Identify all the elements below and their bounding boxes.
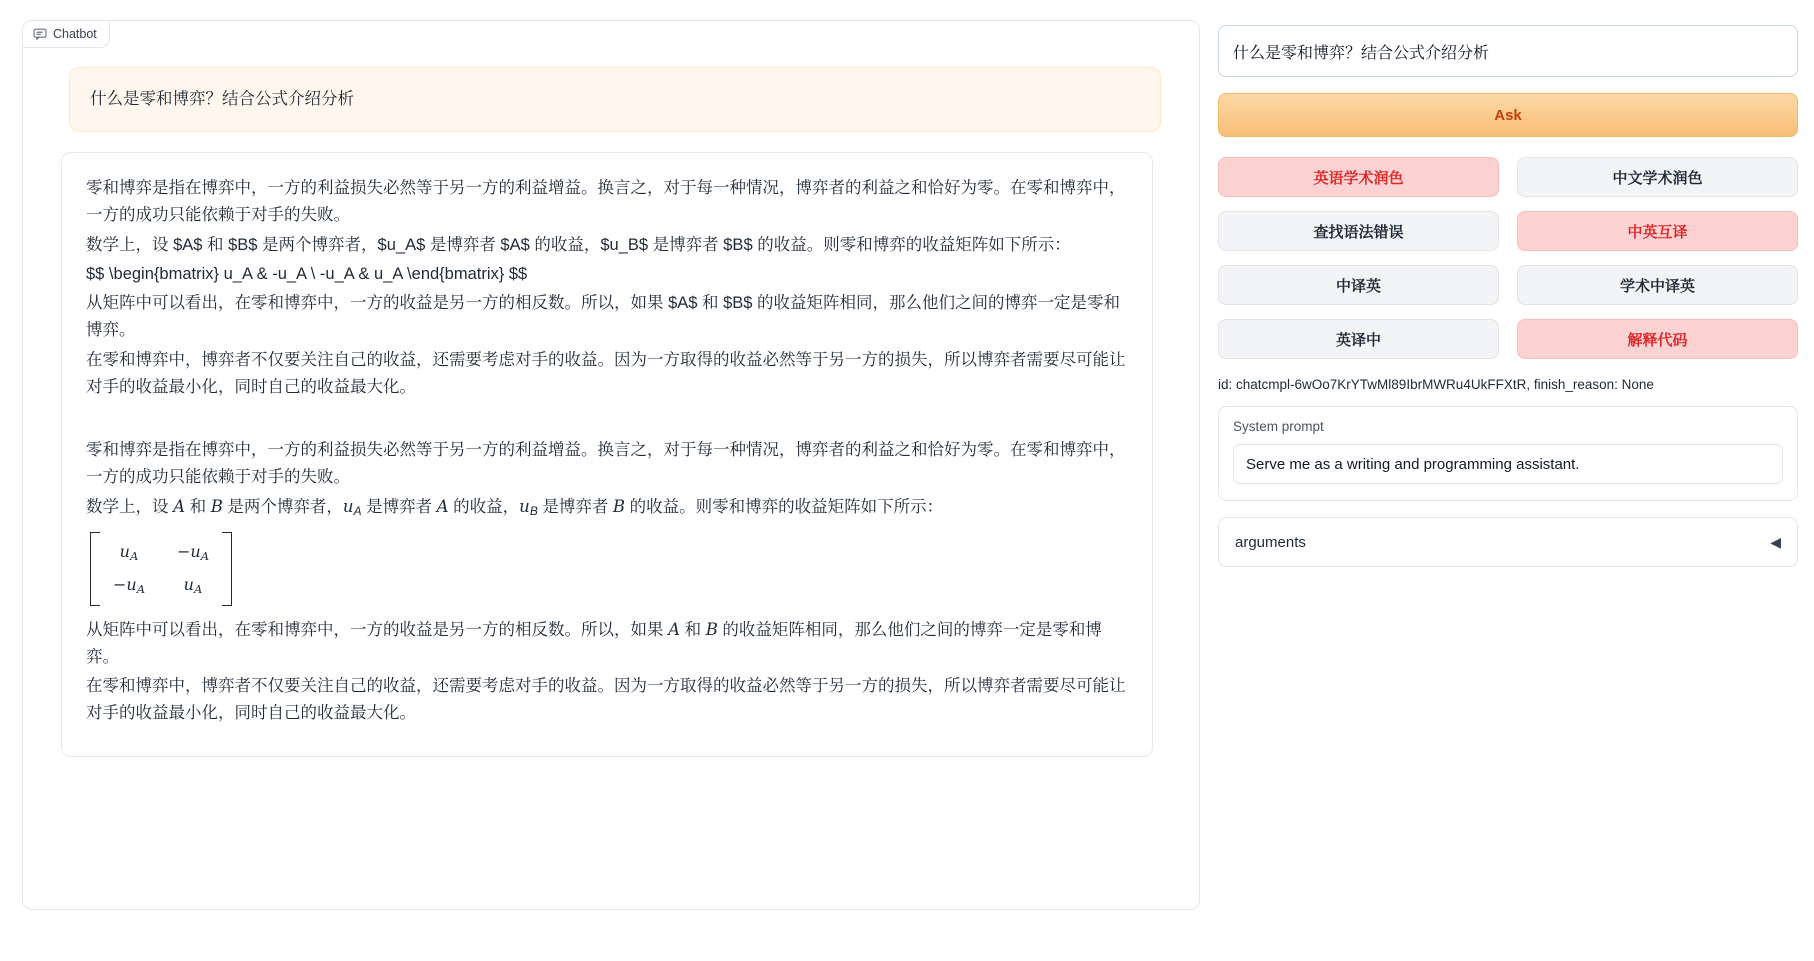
p3-var-a: A <box>668 619 681 639</box>
chevron-left-icon[interactable]: ◀ <box>1770 533 1781 550</box>
function-button-find-grammar-errors[interactable]: 查找语法错误 <box>1218 211 1499 251</box>
matrix-cell-12: $-u_A$ <box>176 541 210 563</box>
p2-mid1: 和 <box>185 498 211 517</box>
system-prompt-input[interactable] <box>1233 444 1783 484</box>
function-button-en-to-zh[interactable]: 英译中 <box>1218 319 1499 359</box>
p3-mid: 和 <box>680 620 706 639</box>
bot-raw-paragraph-4: 在零和博弈中，博弈者不仅要关注自己的收益，还需要考虑对手的收益。因为一方取得的收益必然等于另一方的损失，所以博弈者需要尽可能让对手的收益最小化，同时自己的收益最大化。 <box>86 350 1126 396</box>
bot-rendered-paragraph-4: 在零和博弈中，博弈者不仅要关注自己的收益，还需要考虑对手的收益。因为一方取得的收益必然等于另一方的损失，所以博弈者需要尽可能让对手的收益最小化，同时自己的收益最大化。 <box>86 677 1126 723</box>
p2-end: 的收益。则零和博弈的收益矩阵如下所示： <box>625 498 944 517</box>
ask-button[interactable]: Ask <box>1218 93 1798 137</box>
function-button-grid <box>1218 157 1798 359</box>
function-button-chinese-polish[interactable]: 中文学术润色 <box>1517 157 1798 197</box>
bot-message-bubble <box>61 152 1153 756</box>
system-prompt-label: System prompt <box>1233 419 1324 434</box>
p3-pre: 从矩阵中可以看出，在零和博弈中，一方的收益是另一方的相反数。所以，如果 <box>86 620 669 639</box>
matrix-rows <box>100 532 222 606</box>
chat-column <box>22 20 1200 961</box>
user-message-text: 什么是零和博弈？结合公式介绍分析 <box>90 90 354 108</box>
p3-var-b: B <box>705 619 718 639</box>
chatbot-panel <box>22 20 1200 910</box>
matrix-cell-11: $u_A$ <box>119 541 139 563</box>
bot-rendered-block <box>86 437 1128 728</box>
var-b2: B <box>612 497 626 517</box>
var-ua-sub: A <box>353 504 362 519</box>
p2-mid3: 是博弈者 <box>361 498 437 517</box>
message-list <box>37 67 1185 757</box>
var-b: B <box>210 497 223 517</box>
matrix-bracket-right <box>222 532 232 606</box>
user-message-bubble <box>69 67 1161 132</box>
matrix-row <box>112 536 210 569</box>
bot-rendered-paragraph-3 <box>86 616 1128 671</box>
bot-raw-block <box>86 175 1128 401</box>
function-button-english-polish[interactable]: 英语学术润色 <box>1218 157 1499 197</box>
function-button-academic-zh-to-en[interactable]: 学术中译英 <box>1517 265 1798 305</box>
chat-icon <box>33 27 47 41</box>
var-ub: u <box>519 497 530 517</box>
p2-mid5: 是博弈者 <box>537 498 613 517</box>
arguments-accordion-label: arguments <box>1235 533 1306 551</box>
bot-raw-formula: $$ \begin{bmatrix} u_A & -u_A \ -u_A & u_A \end{bmatrix} $$ <box>86 264 528 283</box>
p2-mid4: 的收益， <box>448 498 520 517</box>
bot-rendered-paragraph-1: 零和博弈是指在博弈中，一方的利益损失必然等于另一方的利益增益。换言之，对于每一种情况，博弈者的利益之和恰好为零。在零和博弈中，一方的成功只能依赖于对手的失败。 <box>86 440 1126 487</box>
system-prompt-box <box>1218 406 1798 501</box>
prompt-input[interactable] <box>1218 25 1798 77</box>
bot-rendered-paragraph-2 <box>86 493 1128 522</box>
var-a2: A <box>436 497 449 517</box>
function-button-zh-to-en[interactable]: 中译英 <box>1218 265 1499 305</box>
p3-end: 的收益矩阵相同，那么他们之间的博弈一定是零和博弈。 <box>86 620 1102 666</box>
chatbot-label-text: Chatbot <box>53 27 97 41</box>
block-spacer <box>86 403 1128 437</box>
function-button-explain-code[interactable]: 解释代码 <box>1517 319 1798 359</box>
bot-raw-paragraph-1: 零和博弈是指在博弈中，一方的利益损失必然等于另一方的利益增益。换言之，对于每一种情况，博弈者的利益之和恰好为零。在零和博弈中，一方的成功只能依赖于对手的失败。 <box>86 179 1126 225</box>
sidebar <box>1218 20 1798 961</box>
response-meta-text: id: chatcmpl-6wOo7KrYTwMl89IbrMWRu4UkFFXtR, finish_reason: None <box>1218 377 1654 392</box>
p2-mid2: 是两个博弈者， <box>222 498 343 517</box>
bot-raw-paragraph-2: 数学上，设 $A$ 和 $B$ 是两个博弈者，$u_A$ 是博弈者 $A$ 的收益，$u_B$ 是博弈者 $B$ 的收益。则零和博弈的收益矩阵如下所示： <box>86 235 1071 254</box>
matrix-bracket-left <box>90 532 100 606</box>
var-ub-sub: B <box>529 504 538 519</box>
var-ua: u <box>342 497 354 517</box>
matrix-cell-22: $u_A$ <box>183 574 203 596</box>
arguments-accordion[interactable] <box>1218 517 1798 567</box>
bot-raw-paragraph-3: 从矩阵中可以看出，在零和博弈中，一方的收益是另一方的相反数。所以，如果 $A$ 和 $B$ 的收益矩阵相同，那么他们之间的博弈一定是零和博弈。 <box>86 294 1121 340</box>
matrix-cell-21: $-u_A$ <box>112 574 146 596</box>
payoff-matrix <box>90 532 1128 606</box>
matrix-row <box>112 569 210 602</box>
p2-pre: 数学上，设 <box>86 498 174 517</box>
chatbot-panel-label <box>22 20 110 48</box>
function-button-zh-en-translate[interactable]: 中英互译 <box>1517 211 1798 251</box>
var-a: A <box>173 497 186 517</box>
